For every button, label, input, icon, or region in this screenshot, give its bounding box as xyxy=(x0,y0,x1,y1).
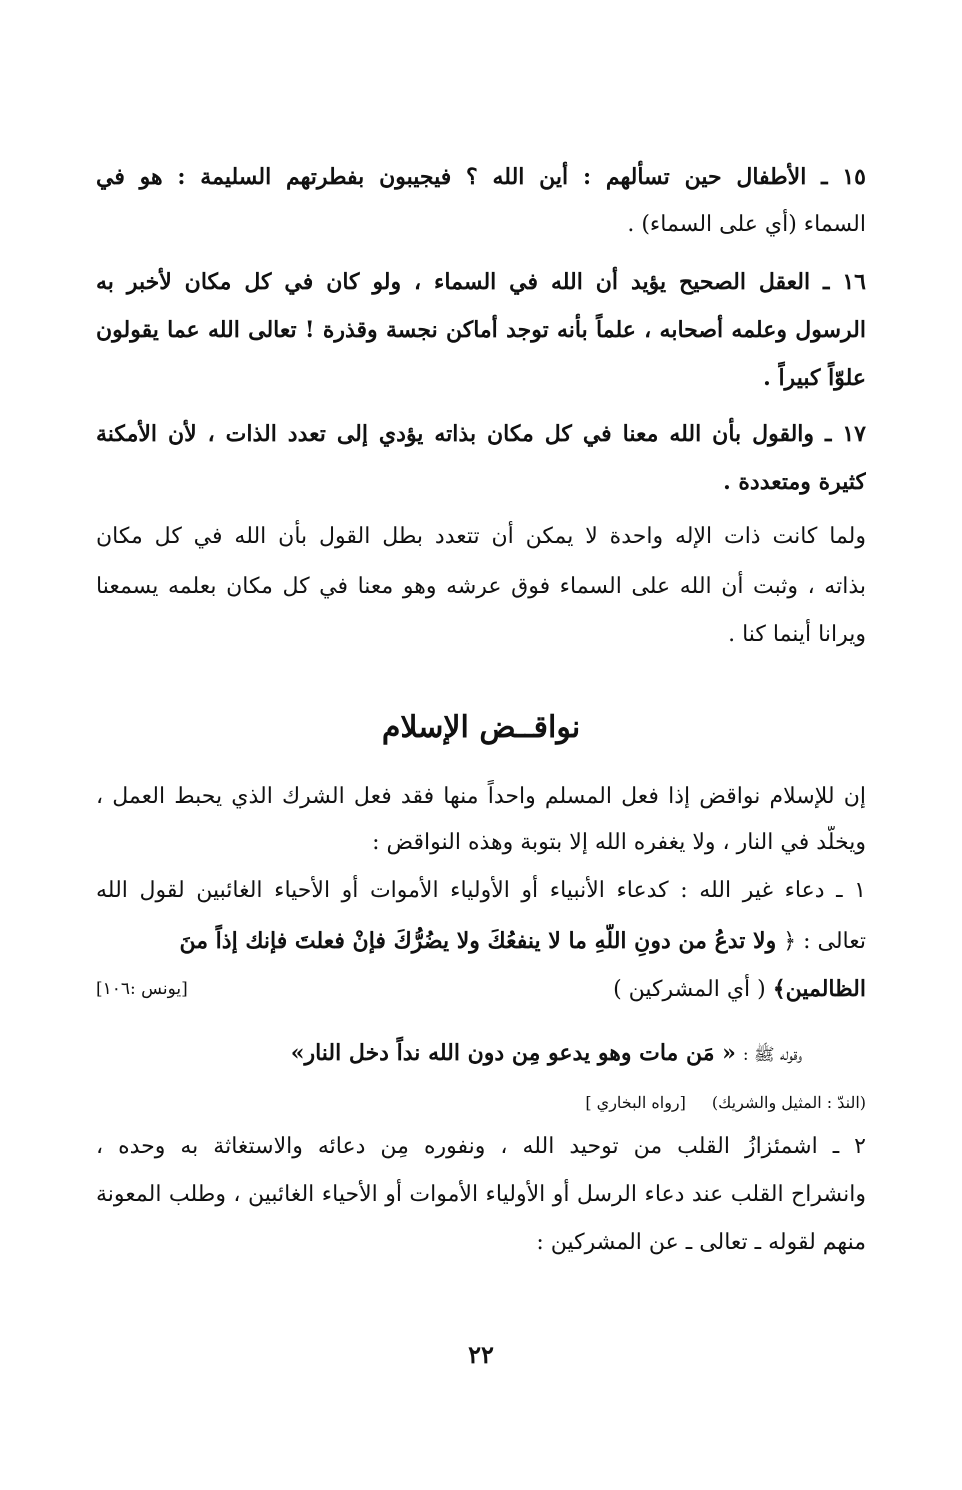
conclusion-line1: ولما كانت ذات الإله واحدة لا يمكن أن تتعدد بطل القول بأن الله في كل مكان xyxy=(96,524,866,549)
nawaqid2-line3: منهم لقوله ـ تعالى ـ عن المشركين : xyxy=(536,1230,866,1255)
definition-note: (الندّ : المثيل والشريك) xyxy=(711,1093,866,1112)
verse-gloss: ( أي المشركين ) xyxy=(613,977,766,1002)
intro-line2: ويخلّد في النار ، ولا يغفره الله إلا بتوبة وهذه النواقض : xyxy=(372,830,866,855)
nawaqid2-line2: وانشراح القلب عند دعاء الرسل أو الأولياء الأموات أو الأحياء الغائبين ، وطلب المعونة xyxy=(96,1182,866,1207)
item16-line1: ١٦ ـ العقل الصحيح يؤيد أن الله في السماء ، ولو كان في كل مكان لأخبر به xyxy=(96,269,866,295)
nawaqid2-line1: ٢ ـ اشمئزازُ القلب من توحيد الله ، ونفوره مِن دعائه والاستغاثة به وحده ، xyxy=(96,1134,866,1159)
hadith-notes xyxy=(96,1090,866,1116)
item15-line1: ١٥ ـ الأطفال حين تسألهم : أين الله ؟ فيجيبون بفطرتهم السليمة : هو في xyxy=(96,164,866,190)
verse-reference: [يونس :١٠٦] xyxy=(96,979,188,999)
item15-line2: السماء (أي على السماء) . xyxy=(627,212,866,237)
quran-verse-end: الظالمين﴾ xyxy=(772,976,866,1002)
hadith-text: « مَن مات وهو يدعو مِن دون الله نداً دخل النار» xyxy=(290,1040,736,1066)
nawaqid1-line3-text xyxy=(613,972,866,1008)
section-title: نواقــض الإسلام xyxy=(381,710,581,745)
hadith-prefix: وقوله ﷺ : xyxy=(742,1045,802,1065)
intro-line1: إن للإسلام نواقض إذا فعل المسلم واحداً منها فقد فعل الشرك الذي يحبط العمل ، xyxy=(96,784,866,809)
item17-line2: كثيرة ومتعددة . xyxy=(723,469,866,495)
conclusion-line3: ويرانا أينما كنا . xyxy=(728,622,866,647)
nawaqid1-line1: ١ ـ دعاء غير الله : كدعاء الأنبياء أو الأولياء الأموات أو الأحياء الغائبين لقول الله xyxy=(96,878,866,903)
page-number: ٢٢ xyxy=(468,1340,494,1369)
hadith-source: [رواه البخاري ] xyxy=(585,1093,686,1112)
nawaqid1-line2-prefix: تعالى : ﴿ xyxy=(783,929,866,954)
item16-line2: الرسول وعلمه أصحابه ، علماً بأنه توجد أماكن نجسة وقذرة ! تعالى الله عما يقولون xyxy=(96,317,866,343)
hadith-line xyxy=(291,1036,802,1072)
conclusion-line2: بذاته ، وثبت أن الله على السماء فوق عرشه وهو معنا في كل مكان بعلمه يسمعنا xyxy=(96,574,866,599)
nawaqid1-line3 xyxy=(96,972,866,1008)
item16-line3: علوّاً كبيراً . xyxy=(763,365,866,391)
item17-line1: ١٧ ـ والقول بأن الله معنا في كل مكان بذاته يؤدي إلى تعدد الذات ، لأن الأمكنة xyxy=(96,421,866,447)
nawaqid1-line2 xyxy=(96,924,866,960)
quran-verse: ولا تدعُ من دونِ اللّهِ ما لا ينفعُكَ ولا يضُرُّكَ فإنْ فعلتَ فإنك إذاً منَ xyxy=(179,928,777,954)
